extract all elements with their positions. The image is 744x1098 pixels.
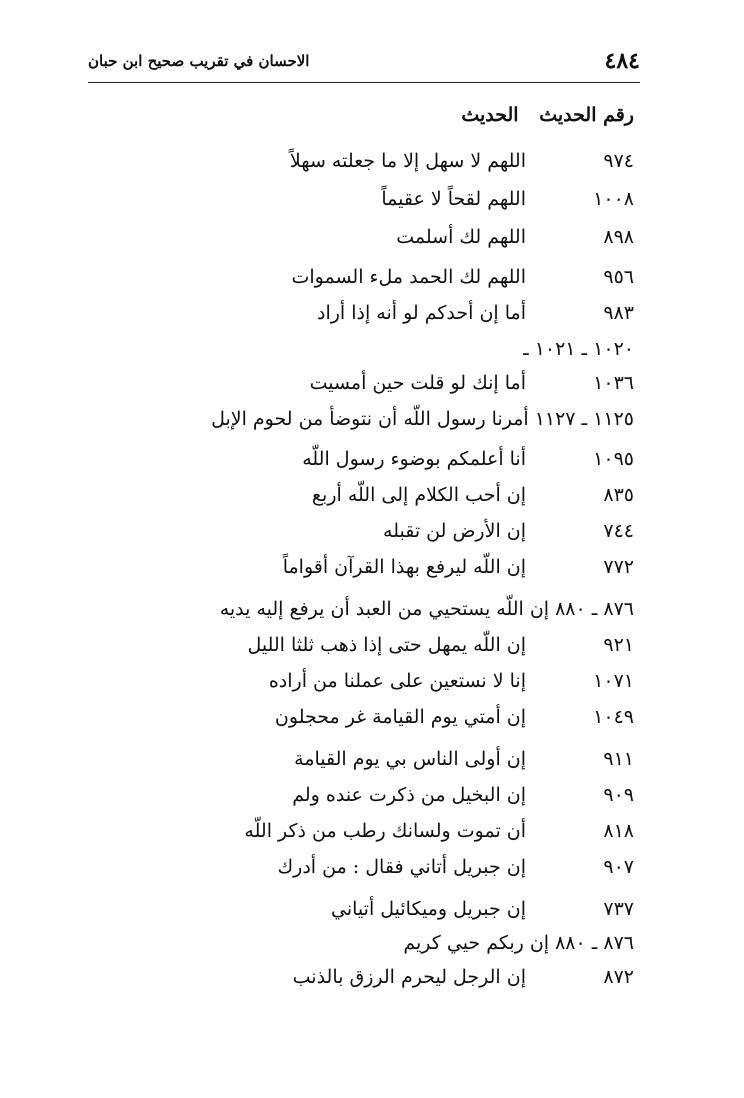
index-entry [381,184,634,214]
hadith-text: أن تموت ولسانك رطب من ذكر اللّه [244,820,526,842]
hadith-number: ٩٨٣ [603,302,634,324]
index-entry [211,404,634,434]
index-entry [220,594,634,624]
hadith-number: ٩٠٧ [603,856,634,878]
hadith-text: أما إنك لو قلت حين أمسيت [309,372,526,394]
hadith-text: إن أحب الكلام إلى اللّه أربع [311,484,526,506]
hadith-number: ٩٥٦ [603,266,634,288]
hadith-number: ٨٧٦ ـ ٨٨٠ [555,932,634,954]
index-entry [331,894,634,924]
column-header-number: رقم الحديث [539,104,634,126]
index-entry [403,928,634,958]
hadith-number: ٨٩٨ [603,226,634,248]
header-divider [88,82,640,83]
hadith-text: إن أولى الناس بي يوم القيامة [294,748,526,770]
hadith-number: ٩١١ [603,748,634,770]
index-entry [312,480,634,510]
index-entry [247,630,634,660]
hadith-number: ١٠٧١ [593,670,634,692]
hadith-number: ٨٣٥ [603,484,634,506]
index-entry [244,816,634,846]
hadith-text: إن ربكم حيي كريم [403,932,550,954]
hadith-text: إن أمتي يوم القيامة غر محجلون [274,706,526,728]
book-title: الاحسان في تقريب صحيح ابن حبان [88,52,310,70]
index-entry [396,222,634,252]
hadith-number: ١١٢٥ ـ ١١٢٧ [534,408,634,430]
index-entry [283,552,634,582]
hadith-text: اللهم لقحاً لا عقيماً [381,188,526,210]
index-entry [294,744,634,774]
hadith-number: ٧٣٧ [603,898,634,920]
index-entry [290,146,634,176]
index-entry [293,962,634,992]
hadith-text: إن الرجل ليحرم الرزق بالذنب [292,966,526,988]
column-header-hadith: الحديث [461,104,519,126]
index-entry [383,516,634,546]
index-entry [278,852,635,882]
index-entry [317,298,634,328]
hadith-text: أنا أعلمكم بوضوء رسول اللّه [302,448,526,470]
index-entry [310,368,634,398]
index-entry [302,444,634,474]
hadith-text: اللهم لك أسلمت [396,226,526,248]
hadith-text: إن اللّه يمهل حتى إذا ذهب ثلثا الليل [247,634,526,656]
index-entry [292,780,634,810]
hadith-number: ٩٠٩ [603,784,634,806]
index-entry [275,702,634,732]
index-entry [292,262,635,292]
index-entry [269,666,634,696]
hadith-number: ٧٤٤ [603,520,634,542]
hadith-number: ١٠٩٥ [593,448,634,470]
index-entry-continuation [517,334,634,364]
hadith-text: أمرنا رسول اللّه أن نتوضأ من لحوم الإبل [211,408,529,430]
hadith-number: ١٠٠٨ [593,188,634,210]
hadith-number: ٨٧٢ [603,966,634,988]
hadith-text: إن اللّه ليرفع بهذا القرآن أقواماً [282,556,526,578]
hadith-text: إن البخيل من ذكرت عنده ولم [292,784,526,806]
hadith-number: ٧٧٢ [603,556,634,578]
hadith-text: إن جبريل وميكائيل أتياني [331,898,526,920]
hadith-number: ٨٧٦ ـ ٨٨٠ [555,598,634,620]
hadith-text: إن جبريل أتاني فقال : من أدرك [277,856,526,878]
hadith-number: ٩٧٤ [603,150,634,172]
hadith-text: إنا لا نستعين على عملنا من أراده [268,670,526,692]
hadith-text: أما إن أحدكم لو أنه إذا أراد [317,302,526,324]
hadith-text: إن اللّه يستحيي من العبد أن يرفع إليه يديه [219,598,550,620]
hadith-number: ١٠٤٩ [593,706,634,728]
column-headers [461,104,634,126]
page-number: ٤٨٤ [604,48,640,74]
hadith-text: اللهم لك الحمد ملء السموات [291,266,526,288]
hadith-number: ٩٢١ [603,634,634,656]
hadith-text: اللهم لا سهل إلا ما جعلته سهلاً [289,150,526,172]
hadith-number: ٨١٨ [603,820,634,842]
hadith-text: إن الأرض لن تقبله [383,520,526,542]
running-head [88,48,640,84]
hadith-number: ١٠٢٠ ـ ١٠٢١ ـ [523,338,634,360]
hadith-number: ١٠٣٦ [593,372,634,394]
